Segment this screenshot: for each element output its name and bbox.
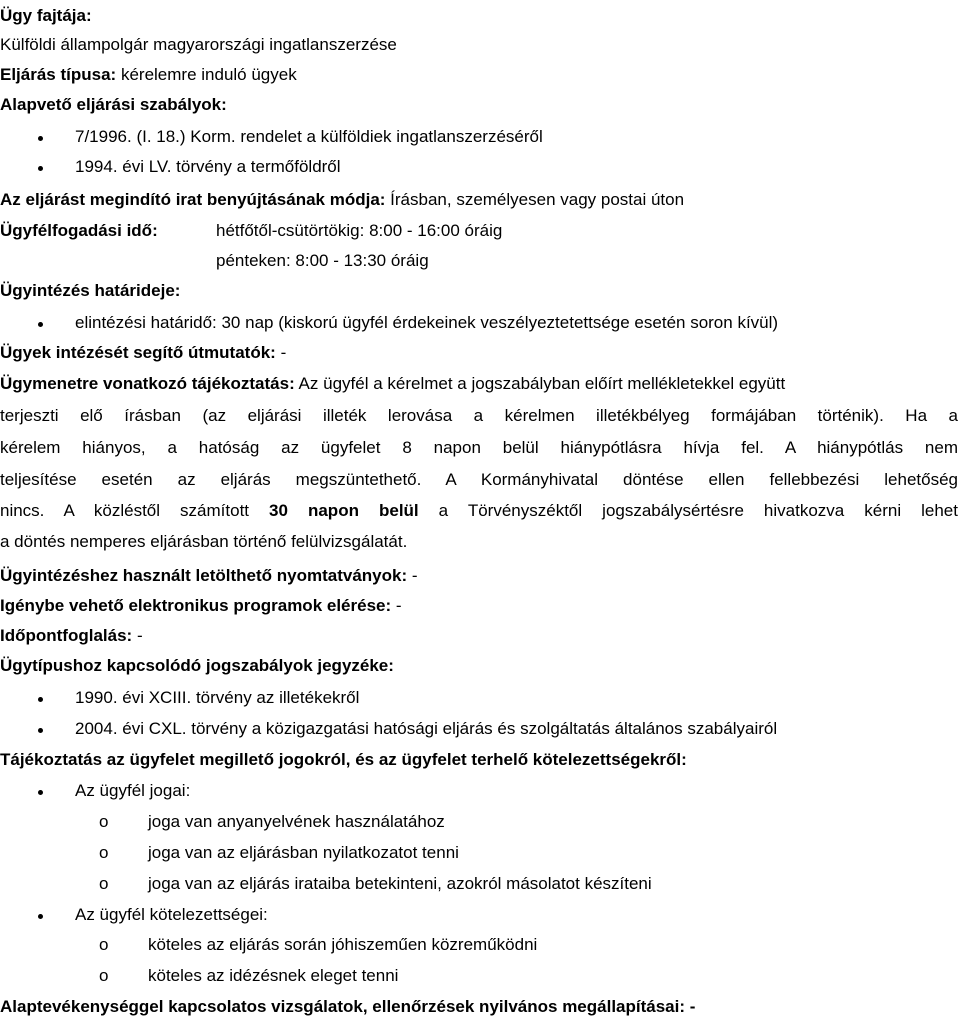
basic-rule-item: 1994. évi LV. törvény a termőföldről bbox=[75, 157, 341, 176]
procedure-type-label: Eljárás típusa: bbox=[0, 65, 117, 84]
deadline-label: Ügyintézés határideje: bbox=[0, 281, 181, 300]
electronic-label: Igénybe vehető elektronikus programok elérése: bbox=[0, 596, 392, 615]
bullet-icon bbox=[38, 136, 43, 141]
process-info-label: Ügymenetre vonatkozó tájékoztatás: bbox=[0, 374, 295, 393]
bullet-icon bbox=[38, 166, 43, 171]
right-item: joga van anyanyelvének használatához bbox=[148, 812, 445, 831]
right-item: joga van az eljárás irataiba betekinteni, azokról másolatot készíteni bbox=[148, 874, 652, 893]
forms-label: Ügyintézéshez használt letölthető nyomtatványok: bbox=[0, 566, 408, 585]
inspections-value: - bbox=[689, 997, 696, 1016]
submission-row bbox=[0, 189, 684, 211]
forms-value: - bbox=[411, 566, 418, 585]
electronic-row bbox=[0, 595, 402, 617]
duty-item: köteles az eljárás során jóhiszeműen közreműködni bbox=[148, 935, 538, 954]
appointment-label: Időpontfoglalás: bbox=[0, 626, 133, 645]
process-info-line: kérelem hiányos, a hatóság az ügyfelet 8 napon belül hiánypótlásra hívja fel. A hiánypótlás nem bbox=[0, 438, 958, 457]
law-item: 2004. évi CXL. törvény a közigazgatási hatósági eljárás és szolgáltatás általános szabályairól bbox=[75, 719, 778, 738]
case-type-label: Ügy fajtája: bbox=[0, 6, 92, 25]
process-info-line: teljesítése esetén az eljárás megszüntethető. A Kormányhivatal döntése ellen fellebbezési lehetőség bbox=[0, 470, 958, 489]
bullet-icon bbox=[38, 697, 43, 702]
rights-info-label: Tájékoztatás az ügyfelet megillető jogokról, és az ügyfelet terhelő kötelezettségekről: bbox=[0, 750, 687, 769]
law-item: 1990. évi XCIII. törvény az illetékekről bbox=[75, 688, 360, 707]
process-info-row bbox=[0, 373, 785, 395]
bullet-icon bbox=[38, 914, 43, 919]
submission-value: Írásban, személyesen vagy postai úton bbox=[390, 190, 685, 209]
duties-label: Az ügyfél kötelezettségei: bbox=[75, 905, 268, 924]
deadline-item: elintézési határidő: 30 nap (kiskorú ügyfél érdekeinek veszélyeztetettsége esetén soron kívül) bbox=[75, 313, 779, 332]
client-hours-label: Ügyfélfogadási idő: bbox=[0, 221, 158, 240]
sub-bullet-icon: o bbox=[99, 966, 109, 985]
case-type-value: Külföldi állampolgár magyarországi ingatlanszerzése bbox=[0, 35, 397, 54]
procedure-type-row bbox=[0, 64, 297, 86]
process-info-text: a Törvényszéktől jogszabálysértésre hivatkozva kérni lehet bbox=[438, 501, 958, 520]
sub-bullet-icon: o bbox=[99, 935, 109, 954]
appointment-row bbox=[0, 625, 143, 647]
basic-rule-item: 7/1996. (I. 18.) Korm. rendelet a külföldiek ingatlanszerzéséről bbox=[75, 127, 543, 146]
sub-bullet-icon: o bbox=[99, 812, 109, 831]
right-item: joga van az eljárásban nyilatkozatot tenni bbox=[148, 843, 459, 862]
forms-row bbox=[0, 565, 418, 587]
process-info-line-5 bbox=[0, 500, 958, 522]
process-info-line: Az ügyfél a kérelmet a jogszabályban előírt mellékletekkel együtt bbox=[298, 374, 786, 393]
process-info-deadline: 30 napon belül bbox=[269, 501, 419, 520]
rights-label: Az ügyfél jogai: bbox=[75, 781, 191, 800]
guides-value: - bbox=[280, 343, 287, 362]
process-info-line: a döntés nemperes eljárásban történő felülvizsgálatát. bbox=[0, 532, 408, 551]
bullet-icon bbox=[38, 728, 43, 733]
client-hours-line: pénteken: 8:00 - 13:30 óráig bbox=[216, 251, 429, 270]
guides-row bbox=[0, 342, 286, 364]
electronic-value: - bbox=[395, 596, 402, 615]
appointment-value: - bbox=[136, 626, 143, 645]
client-hours-line: hétfőtől-csütörtökig: 8:00 - 16:00 óráig bbox=[216, 221, 503, 240]
process-info-line: terjeszti elő írásban (az eljárási illeték lerovása a kérelmen illetékbélyeg formájában történik). Ha a bbox=[0, 406, 958, 425]
bullet-icon bbox=[38, 322, 43, 327]
process-info-text: nincs. A közléstől számított bbox=[0, 501, 250, 520]
basic-rules-label: Alapvető eljárási szabályok: bbox=[0, 95, 227, 114]
laws-label: Ügytípushoz kapcsolódó jogszabályok jegyzéke: bbox=[0, 656, 394, 675]
inspections-label: Alaptevékenységgel kapcsolatos vizsgálatok, ellenőrzések nyilvános megállapításai: bbox=[0, 997, 686, 1016]
inspections-row bbox=[0, 996, 695, 1018]
submission-label: Az eljárást megindító irat benyújtásának módja: bbox=[0, 190, 386, 209]
sub-bullet-icon: o bbox=[99, 843, 109, 862]
bullet-icon bbox=[38, 790, 43, 795]
duty-item: köteles az idézésnek eleget tenni bbox=[148, 966, 399, 985]
guides-label: Ügyek intézését segítő útmutatók: bbox=[0, 343, 276, 362]
sub-bullet-icon: o bbox=[99, 874, 109, 893]
procedure-type-value: kérelemre induló ügyek bbox=[120, 65, 297, 84]
